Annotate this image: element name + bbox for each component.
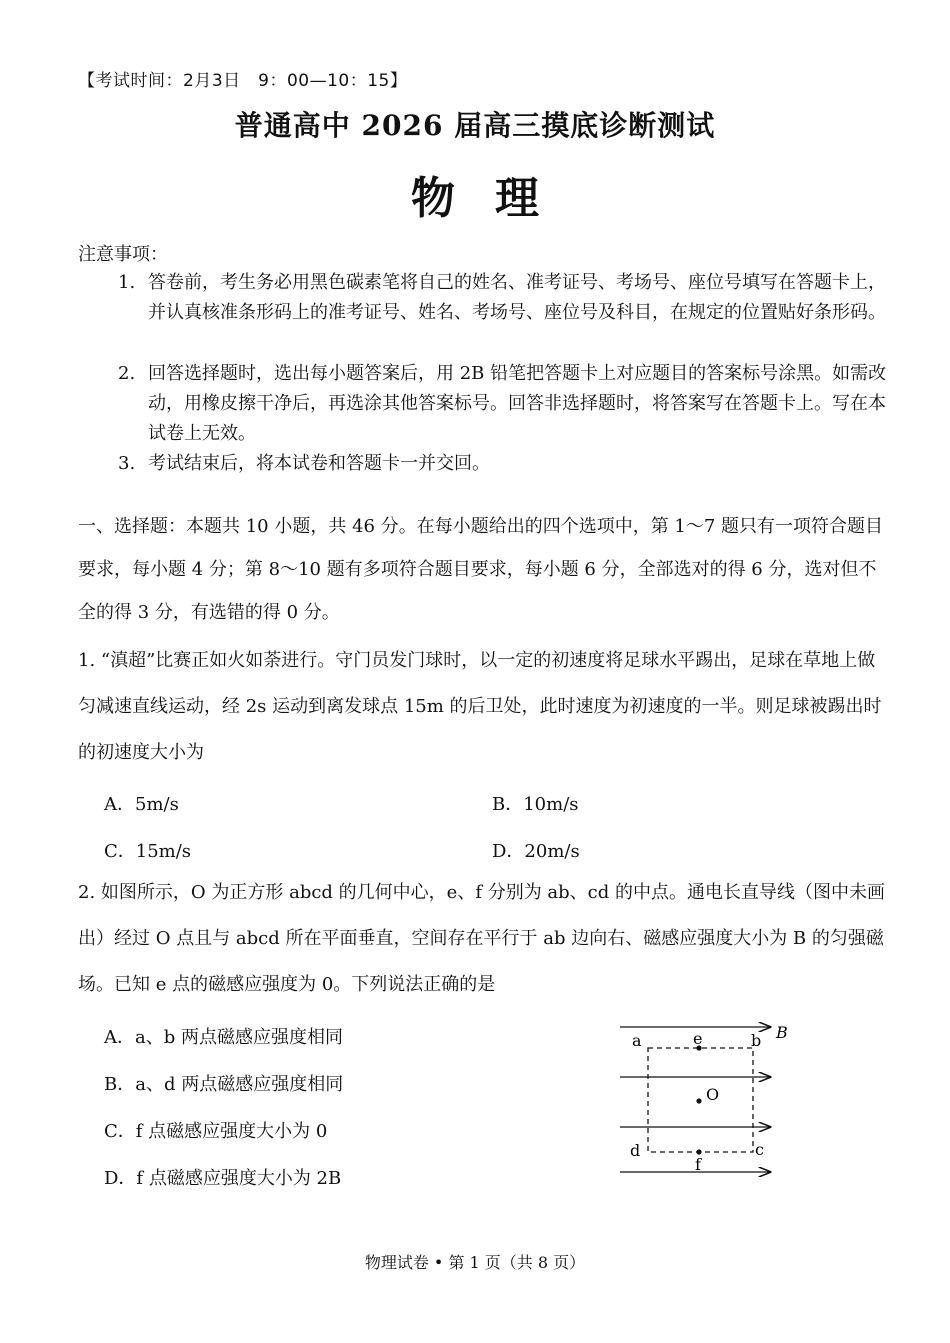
q1-option-c[interactable]: C．15m/s (104, 841, 192, 862)
q1-option-a[interactable]: A．5m/s (104, 794, 179, 815)
q2-option-c[interactable]: C．f 点磁感应强度大小为 0 (104, 1121, 328, 1142)
notice-title: 注意事项： (78, 244, 168, 265)
label-f: f (695, 1155, 701, 1174)
exam-time: 【考试时间：2月3日 9：00—10：15】 (78, 71, 408, 91)
point-o (696, 1098, 701, 1103)
notice-text: 考试结束后，将本试卷和答题卡一并交回。 (148, 453, 490, 474)
point-f (696, 1149, 701, 1154)
notice-text: 回答选择题时，选出每小题答案后，用 2B 铅笔把答题卡上对应题目的答案标号涂黑。如需改动，用橡皮擦干净后，再选涂其他答案标号。回答非选择题时，将答案写在答题卡上。写在本试卷上无效。 (148, 363, 887, 444)
q1-option-b[interactable]: B．10m/s (492, 794, 579, 815)
q2-option-b[interactable]: B．a、d 两点磁感应强度相同 (104, 1074, 344, 1095)
label-e: e (693, 1029, 703, 1048)
question-2-stem: 2. 如图所示，O 为正方形 abcd 的几何中心，e、f 分别为 ab、cd 的中点。通电长直导线（图中未画出）经过 O 点且与 abcd 所在平面垂直，空间存在平行于 ab 边向右、磁感应强度大小为 B 的匀强磁场。已知 e 点的磁感应强度为 0。下列说法正确的是 (78, 882, 886, 995)
q2-option-a[interactable]: A．a、b 两点磁感应强度相同 (104, 1027, 343, 1048)
label-a: a (632, 1031, 642, 1050)
q1-option-d[interactable]: D．20m/s (492, 841, 580, 862)
diagram-svg (610, 1015, 810, 1185)
label-b: b (751, 1031, 762, 1050)
label-c: c (755, 1140, 764, 1159)
q2-option-d[interactable]: D．f 点磁感应强度大小为 2B (104, 1168, 342, 1189)
notice-text: 答卷前，考生务必用黑色碳素笔将自己的姓名、准考证号、考场号、座位号填写在答题卡上，并认真核准条形码上的准考证号、姓名、考场号、座位号及科目，在规定的位置贴好条形码。 (148, 272, 886, 323)
notice-number: 1. (118, 272, 136, 293)
magnetic-field-diagram (610, 1015, 810, 1189)
exam-title: 普通高中 2026 届高三摸底诊断测试 (234, 109, 716, 142)
label-O: O (706, 1085, 720, 1104)
subject-title: 物理 (411, 173, 579, 224)
label-B: B (776, 1023, 788, 1042)
notice-item-1 (118, 268, 888, 328)
notice-number: 3. (118, 453, 136, 474)
notice-item-3 (118, 449, 888, 479)
notice-number: 2. (118, 363, 136, 384)
notice-item-2 (118, 359, 888, 449)
label-d: d (630, 1141, 641, 1160)
page-footer: 物理试卷 • 第 1 页（共 8 页） (364, 1253, 586, 1272)
section-instructions: 一、选择题：本题共 10 小题，共 46 分。在每小题给出的四个选项中，第 1～7 题只有一项符合题目要求，每小题 4 分；第 8～10 题有多项符合题目要求，每小题 6 分，全部选对的得 6 分，选对但不全的得 3 分，有选错的得 0 分。 (78, 516, 884, 623)
question-1-stem: 1. “滇超”比赛正如火如荼进行。守门员发门球时，以一定的初速度将足球水平踢出，足球在草地上做匀减速直线运动，经 2s 运动到离发球点 15m 的后卫处，此时速度为初速度的一半。则足球被踢出时的初速度大小为 (78, 650, 882, 763)
